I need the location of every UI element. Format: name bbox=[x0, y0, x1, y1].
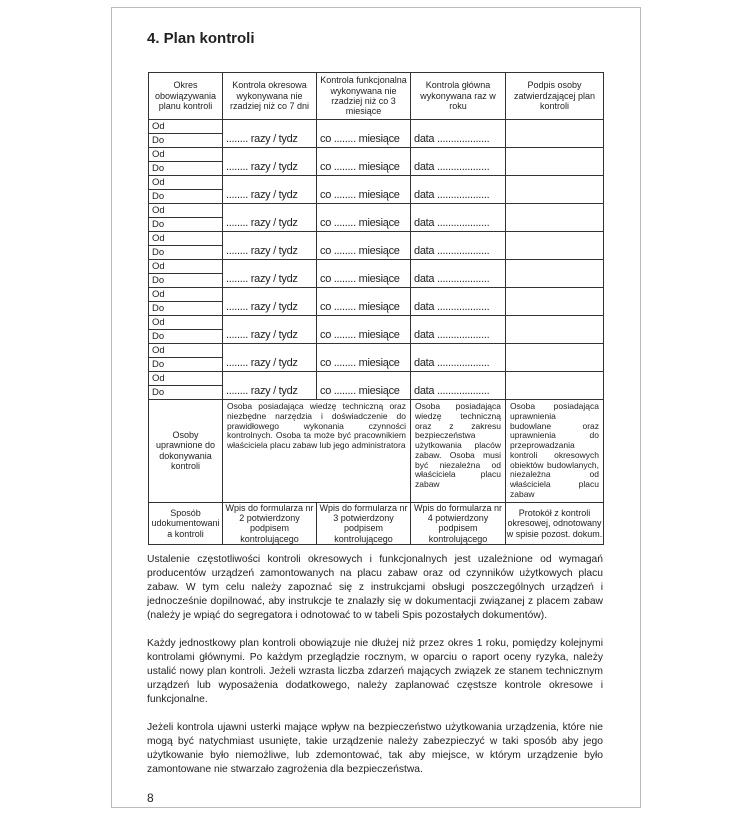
monthly-field[interactable]: co ........ miesiące bbox=[317, 316, 411, 344]
signature-field[interactable] bbox=[506, 260, 604, 288]
to-field[interactable]: Do bbox=[149, 245, 222, 259]
plan-row bbox=[149, 148, 604, 176]
to-field[interactable]: Do bbox=[149, 217, 222, 231]
monthly-field[interactable]: co ........ miesiące bbox=[317, 176, 411, 204]
weekly-field[interactable]: ........ razy / tydz bbox=[223, 344, 317, 372]
page-content bbox=[147, 0, 603, 815]
plan-row bbox=[149, 176, 604, 204]
from-field[interactable]: Od bbox=[152, 261, 165, 272]
plan-row bbox=[149, 260, 604, 288]
signature-field[interactable] bbox=[506, 204, 604, 232]
to-field[interactable]: Do bbox=[149, 133, 222, 147]
weekly-field[interactable]: ........ razy / tydz bbox=[223, 316, 317, 344]
weekly-field[interactable]: ........ razy / tydz bbox=[223, 148, 317, 176]
from-field[interactable]: Od bbox=[152, 317, 165, 328]
monthly-field[interactable]: co ........ miesiące bbox=[317, 372, 411, 400]
control-plan-table bbox=[148, 72, 604, 545]
plan-row bbox=[149, 120, 604, 148]
monthly-field[interactable]: co ........ miesiące bbox=[317, 232, 411, 260]
plan-row bbox=[149, 344, 604, 372]
yearly-field[interactable]: data ................... bbox=[411, 204, 506, 232]
plan-row bbox=[149, 288, 604, 316]
weekly-field[interactable]: ........ razy / tydz bbox=[223, 260, 317, 288]
header-main: Kontrola główna wykonywana raz w roku bbox=[411, 73, 506, 120]
header-weekly: Kontrola okresowa wykonywana nie rzadziej niż co 7 dni bbox=[223, 73, 317, 120]
signature-field[interactable] bbox=[506, 120, 604, 148]
monthly-field[interactable]: co ........ miesiące bbox=[317, 120, 411, 148]
to-field[interactable]: Do bbox=[149, 385, 222, 399]
from-field[interactable]: Od bbox=[152, 373, 165, 384]
signature-field[interactable] bbox=[506, 176, 604, 204]
monthly-field[interactable]: co ........ miesiące bbox=[317, 260, 411, 288]
plan-row bbox=[149, 372, 604, 400]
signature-field[interactable] bbox=[506, 372, 604, 400]
yearly-field[interactable]: data ................... bbox=[411, 372, 506, 400]
weekly-field[interactable]: ........ razy / tydz bbox=[223, 372, 317, 400]
yearly-field[interactable]: data ................... bbox=[411, 288, 506, 316]
page-title: 4. Plan kontroli bbox=[147, 30, 255, 47]
to-field[interactable]: Do bbox=[149, 161, 222, 175]
monthly-field[interactable]: co ........ miesiące bbox=[317, 344, 411, 372]
doc-form-2: Wpis do formularza nr 2 potwierdzony podpisem kontrolującego bbox=[223, 502, 317, 544]
header-functional: Kontrola funkcjonalna wykonywana nie rzadziej niż co 3 miesiące bbox=[317, 73, 411, 120]
weekly-field[interactable]: ........ razy / tydz bbox=[223, 288, 317, 316]
paragraph-frequency: Ustalenie częstotliwości kontroli okresowych i funkcjonalnych jest uzależnione od wymagań producentów urządzeń zamontowanych na placu zabaw oraz od czynników użytkowych placu zabaw. W tym celu należy zapoznać się z instrukcjami obsługi poszczególnych urządzeń i jednocześnie dopilnować, aby instrukcje te znalazły się w dokumentacji związanej z placem zabaw (należy je wpiąć do segregatora i odnotować to w tabeli Spis pozostałych dokumentów). bbox=[147, 554, 603, 622]
monthly-field[interactable]: co ........ miesiące bbox=[317, 148, 411, 176]
to-field[interactable]: Do bbox=[149, 329, 222, 343]
yearly-field[interactable]: data ................... bbox=[411, 176, 506, 204]
plan-row bbox=[149, 232, 604, 260]
signature-field[interactable] bbox=[506, 148, 604, 176]
signature-field[interactable] bbox=[506, 344, 604, 372]
signature-field[interactable] bbox=[506, 316, 604, 344]
weekly-field[interactable]: ........ razy / tydz bbox=[223, 232, 317, 260]
to-field[interactable]: Do bbox=[149, 273, 222, 287]
monthly-field[interactable]: co ........ miesiące bbox=[317, 288, 411, 316]
page-number: 8 bbox=[147, 791, 154, 806]
persons-building: Osoba posiadająca uprawnienia budowlane oraz uprawnienia do przeprowadzania kontroli okresowych obiektów budowlanych, niezależna od właściciela placu zabaw bbox=[506, 400, 604, 503]
persons-main: Osoba posiadająca wiedzę techniczną oraz z zakresu bezpieczeństwa użytkowania placów zabaw. Osoba musi być niezależna od właściciela placu zabaw bbox=[411, 400, 506, 503]
header-signature: Podpis osoby zatwierdzającej plan kontroli bbox=[506, 73, 604, 120]
yearly-field[interactable]: data ................... bbox=[411, 344, 506, 372]
from-field[interactable]: Od bbox=[152, 289, 165, 300]
persons-label: Osoby uprawnione do dokonywania kontroli bbox=[149, 400, 223, 503]
signature-field[interactable] bbox=[506, 288, 604, 316]
plan-row bbox=[149, 204, 604, 232]
yearly-field[interactable]: data ................... bbox=[411, 260, 506, 288]
from-field[interactable]: Od bbox=[152, 121, 165, 132]
to-field[interactable]: Do bbox=[149, 301, 222, 315]
persons-periodic: Osoba posiadająca wiedzę techniczną oraz niezbędne narzędzia i doświadczenie do prawidłowego wykonania czynności kontrolnych. Osoba ta może być pracownikiem właściciela placu zabaw lub jego administratora bbox=[223, 400, 411, 503]
doc-form-3: Wpis do formularza nr 3 potwierdzony podpisem kontrolującego bbox=[317, 502, 411, 544]
to-field[interactable]: Do bbox=[149, 189, 222, 203]
weekly-field[interactable]: ........ razy / tydz bbox=[223, 176, 317, 204]
from-field[interactable]: Od bbox=[152, 177, 165, 188]
paragraph-validity: Każdy jednostkowy plan kontroli obowiązuje nie dłużej niż przez okres 1 roku, pomiędzy kolejnymi kontrolami głównymi. Po każdym przeglądzie rocznym, w oparciu o raport oceny ryzyka, należy ustalić nowy plan kontroli. Jeżeli wzrasta liczba zdarzeń mających związek ze stanem technicznym urządzeń lub wyposażenia dodatkowego, należy zaplanować częstsze kontrole okresowe i funkcjonalne. bbox=[147, 638, 603, 706]
header-period: Okres obowiązywania planu kontroli bbox=[149, 73, 223, 120]
yearly-field[interactable]: data ................... bbox=[411, 316, 506, 344]
from-field[interactable]: Od bbox=[152, 149, 165, 160]
paragraph-defects: Jeżeli kontrola ujawni usterki mające wpływ na bezpieczeństwo użytkowania urządzenia, które nie mogą być natychmiast usunięte, takie urządzenie należy zabezpieczyć w taki sposób aby jego użytkowanie było niemożliwe, lub zdemontować, tak aby miejsce, w którym urządzenie było zamontowane nie stwarzało zagrożenia dla bezpieczeństwa. bbox=[147, 722, 603, 776]
plan-row bbox=[149, 316, 604, 344]
monthly-field[interactable]: co ........ miesiące bbox=[317, 204, 411, 232]
yearly-field[interactable]: data ................... bbox=[411, 120, 506, 148]
doc-form-4: Wpis do formularza nr 4 potwierdzony podpisem kontrolującego bbox=[411, 502, 506, 544]
doc-label: Sposób udokumentowania kontroli bbox=[149, 502, 223, 544]
yearly-field[interactable]: data ................... bbox=[411, 232, 506, 260]
to-field[interactable]: Do bbox=[149, 357, 222, 371]
from-field[interactable]: Od bbox=[152, 205, 165, 216]
from-field[interactable]: Od bbox=[152, 345, 165, 356]
weekly-field[interactable]: ........ razy / tydz bbox=[223, 204, 317, 232]
signature-field[interactable] bbox=[506, 232, 604, 260]
doc-protocol: Protokół z kontroli okresowej, odnotowany w spisie pozost. dokum. bbox=[506, 502, 604, 544]
yearly-field[interactable]: data ................... bbox=[411, 148, 506, 176]
weekly-field[interactable]: ........ razy / tydz bbox=[223, 120, 317, 148]
from-field[interactable]: Od bbox=[152, 233, 165, 244]
